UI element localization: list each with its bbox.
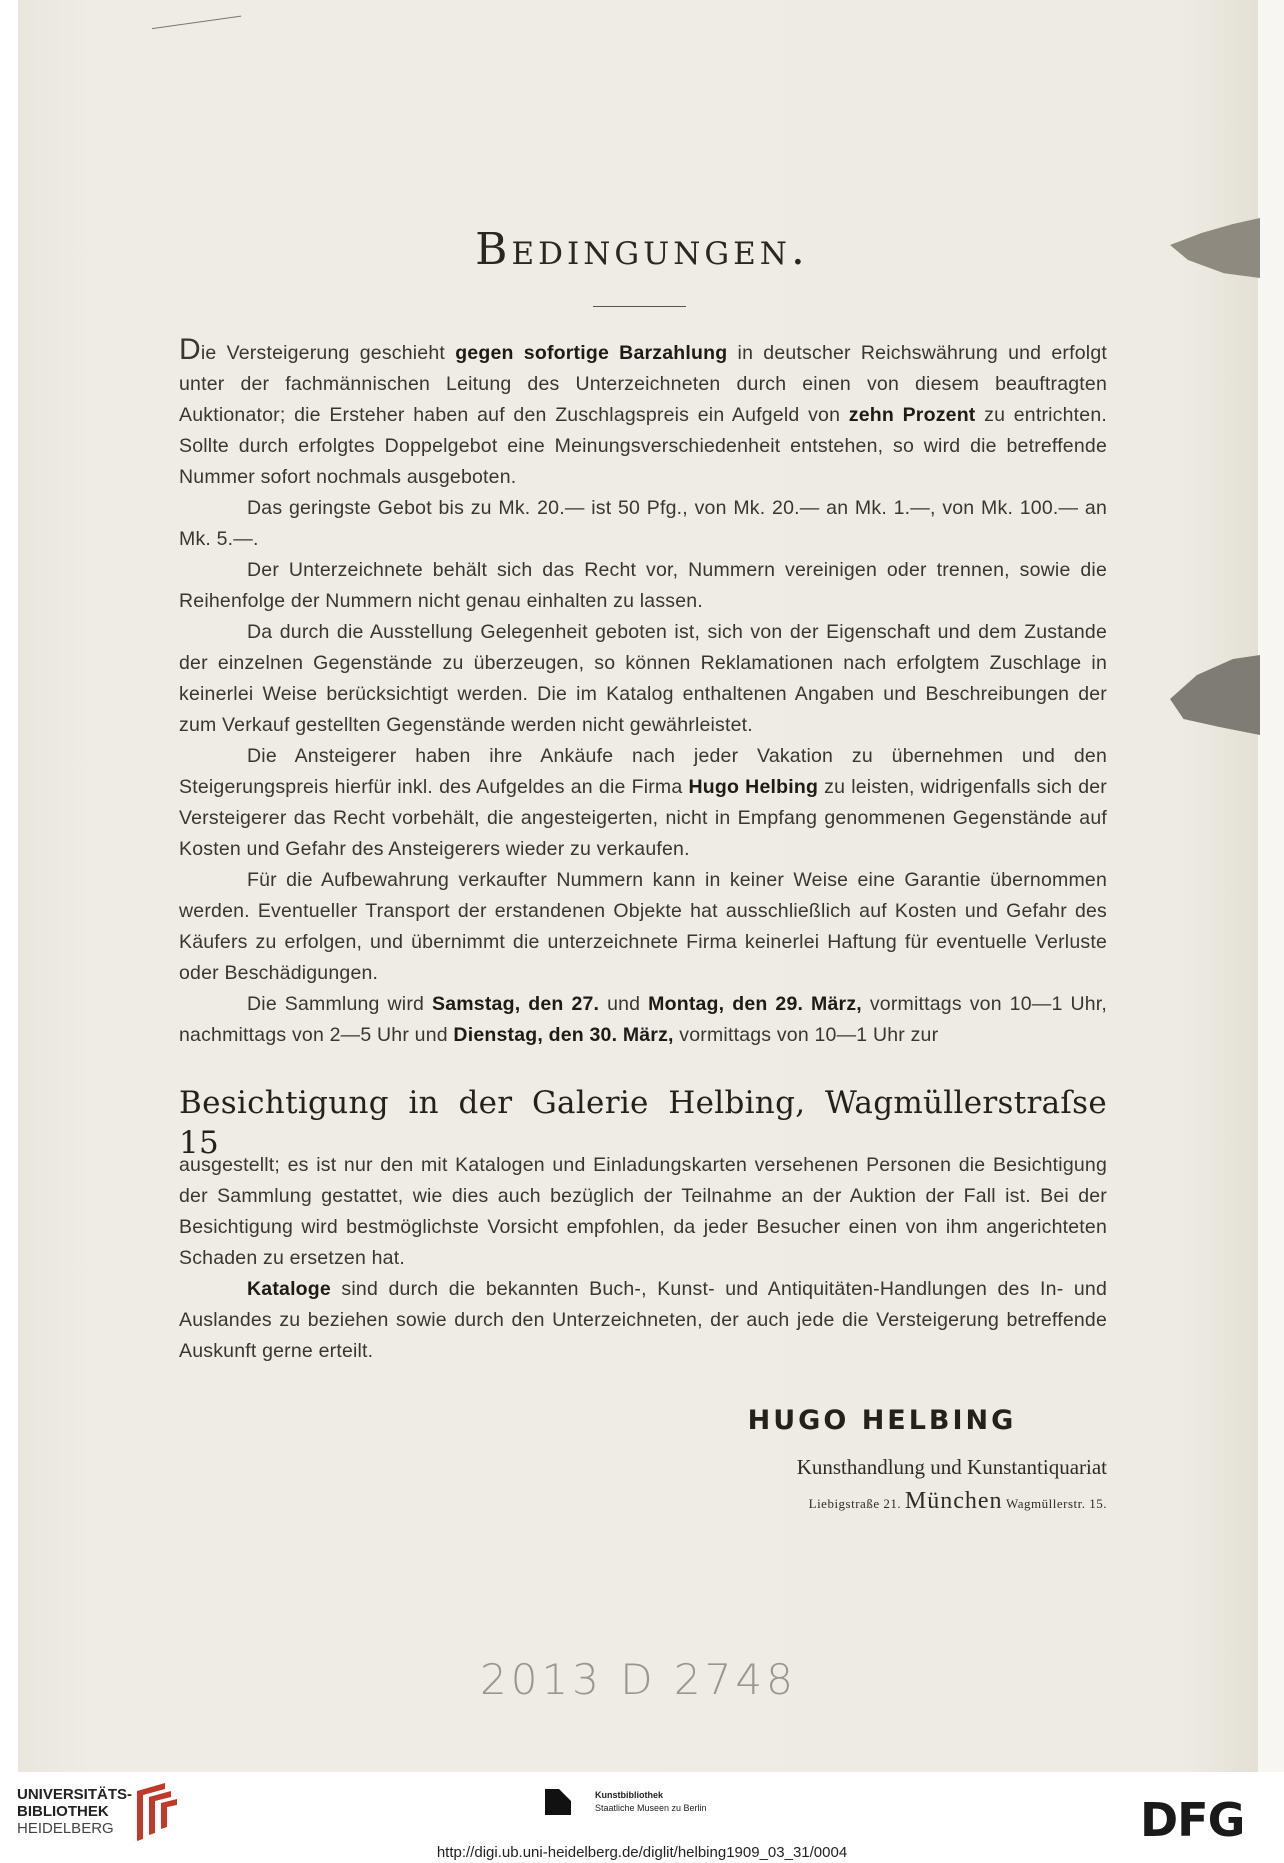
kb-title: Kunstbibliothek <box>595 1790 663 1800</box>
dfg-logo[interactable]: DFG <box>1140 1793 1245 1847</box>
bold-run: Dienstag, den 30. März, <box>453 1024 674 1046</box>
text-run: in deutscher Reichswährung und erfolgt unter der fachmännischen Leitung des Unterzeichneten durch einen von diesem beauftragten Auktionator; die Ersteher haben auf den Zuschlagspreis ein Aufgeld von <box>179 342 1107 426</box>
permalink-url[interactable]: http://digi.ub.uni-heidelberg.de/diglit/helbing1909_03_31/0004 <box>436 1844 848 1861</box>
page-title: Bedingungen. <box>475 224 809 275</box>
bold-run: zehn Prozent <box>848 404 976 426</box>
bold-run: Kataloge <box>247 1278 331 1300</box>
logo-line: HEIDELBERG <box>17 1820 114 1837</box>
address-right: Wagmüllerstr. 15. <box>1006 1496 1107 1511</box>
paragraph-catalogues <box>179 1274 1107 1367</box>
exhibition-heading: Besichtigung in der Galerie Helbing, Wagmüllerstraſse 15 <box>179 1085 1107 1161</box>
title-divider <box>593 306 686 307</box>
kunstbibliothek-logo-icon[interactable] <box>545 1789 571 1815</box>
handwritten-shelfmark: 2013 D 2748 <box>480 1655 797 1704</box>
text-run: zu leisten, widrigenfalls sich der Versteigerer das Recht vorbehält, die angesteigerten, nicht in Empfang genommenen Gegenstände auf Kosten und Gefahr des Ansteigerers wieder zu verkaufen. <box>179 776 1107 860</box>
text-run: zu entrichten. Sollte durch erfolgtes Doppelgebot eine Meinungsverschiedenheit entstehen, so wird die betreffende Nummer sofort nochmals ausgeboten. <box>179 404 1107 488</box>
signature-subtitle: Kunsthandlung und Kunstantiquariat <box>796 1455 1107 1479</box>
conditions-text-continued <box>179 1150 1107 1367</box>
bold-run: gegen sofortige Barzahlung <box>455 342 728 364</box>
paragraph-pickup <box>179 741 1107 865</box>
text-run: Die Ansteigerer haben ihre Ankäufe nach jeder Vakation zu übernehmen und den Steigerungspreis hierfür inkl. des Aufgeldes an die Firma <box>179 745 1107 798</box>
uni-heidelberg-logo[interactable] <box>17 1786 132 1837</box>
address-left: Liebigstraße 21. <box>808 1496 902 1511</box>
uni-heidelberg-mark-icon <box>127 1781 181 1843</box>
bold-run: Hugo Helbing <box>688 776 819 798</box>
paragraph-storage: Für die Aufbewahrung verkaufter Nummern kann in keiner Weise eine Garantie übernommen werden. Eventueller Transport der erstandenen Objekte hat ausschließlich auf Kosten und Gefahr des Käufers zu erfolgen, und übernimmt die unterzeichnete Firma keinerlei Haftung für eventuelle Verluste oder Beschädigungen. <box>179 869 1107 984</box>
text-run: vormittags von 10—1 Uhr zur <box>673 1024 939 1046</box>
signature-name: HUGO HELBING <box>747 1405 1017 1436</box>
paragraph-reclamation: Da durch die Ausstellung Gelegenheit geboten ist, sich von der Eigenschaft und dem Zustande der einzelnen Gegenstände zu überzeugen, so können Reklamationen nach erfolgtem Zuschlage in keinerlei Weise berücksichtigt werden. Die im Katalog enthaltenen Angaben und Beschreibungen der zum Verkauf gestellten Gegenstände werden nicht gewährleistet. <box>179 621 1107 736</box>
conditions-text <box>179 333 1108 1051</box>
text-run: Die Sammlung wird <box>247 993 433 1015</box>
kunstbibliothek-label <box>595 1789 707 1815</box>
paragraph-payment <box>179 333 1107 493</box>
signature-address <box>700 1488 1107 1515</box>
text-run: vormittags von 10—1 Uhr, nachmittags von 2—5 Uhr und <box>179 993 1108 1046</box>
logo-line: BIBLIOTHEK <box>17 1803 109 1820</box>
paragraph-bids: Das geringste Gebot bis zu Mk. 20.— ist 50 Pfg., von Mk. 20.— an Mk. 1.—, von Mk. 100.— an Mk. 5.—. <box>179 497 1107 550</box>
text-run: sind durch die bekannten Buch-, Kunst- und Antiquitäten-Handlungen des In- und Auslandes zu beziehen sowie durch den Unterzeichneten, der auch jede die Versteigerung betreffende Auskunft gerne erteilt. <box>179 1278 1107 1362</box>
logo-line: UNIVERSITÄTS- <box>17 1786 133 1803</box>
paragraph-viewing: ausgestellt; es ist nur den mit Katalogen und Einladungskarten versehenen Personen die Besichtigung der Sammlung gestattet, wie dies auch bezüglich der Teilnahme an der Auktion der Fall ist. Bei der Besichtigung wird bestmöglichste Vorsicht empfohlen, da jeder Besucher einen von ihm angerichteten Schaden zu ersetzen hat. <box>179 1154 1107 1269</box>
paragraph-exhibition-dates <box>179 989 1107 1051</box>
drop-cap: D <box>179 333 201 366</box>
bold-run: Montag, den 29. März, <box>648 993 862 1015</box>
city-name: München <box>904 1488 1003 1514</box>
text-run: und <box>599 993 649 1015</box>
bold-run: Samstag, den 27. <box>432 993 600 1015</box>
text-run: ie Versteigerung geschieht <box>200 342 456 364</box>
kb-subtitle: Staatliche Museen zu Berlin <box>595 1803 707 1813</box>
paragraph-numbers: Der Unterzeichnete behält sich das Recht vor, Nummern vereinigen oder trennen, sowie die Reihenfolge der Nummern nicht genau einhalten zu lassen. <box>179 559 1107 612</box>
